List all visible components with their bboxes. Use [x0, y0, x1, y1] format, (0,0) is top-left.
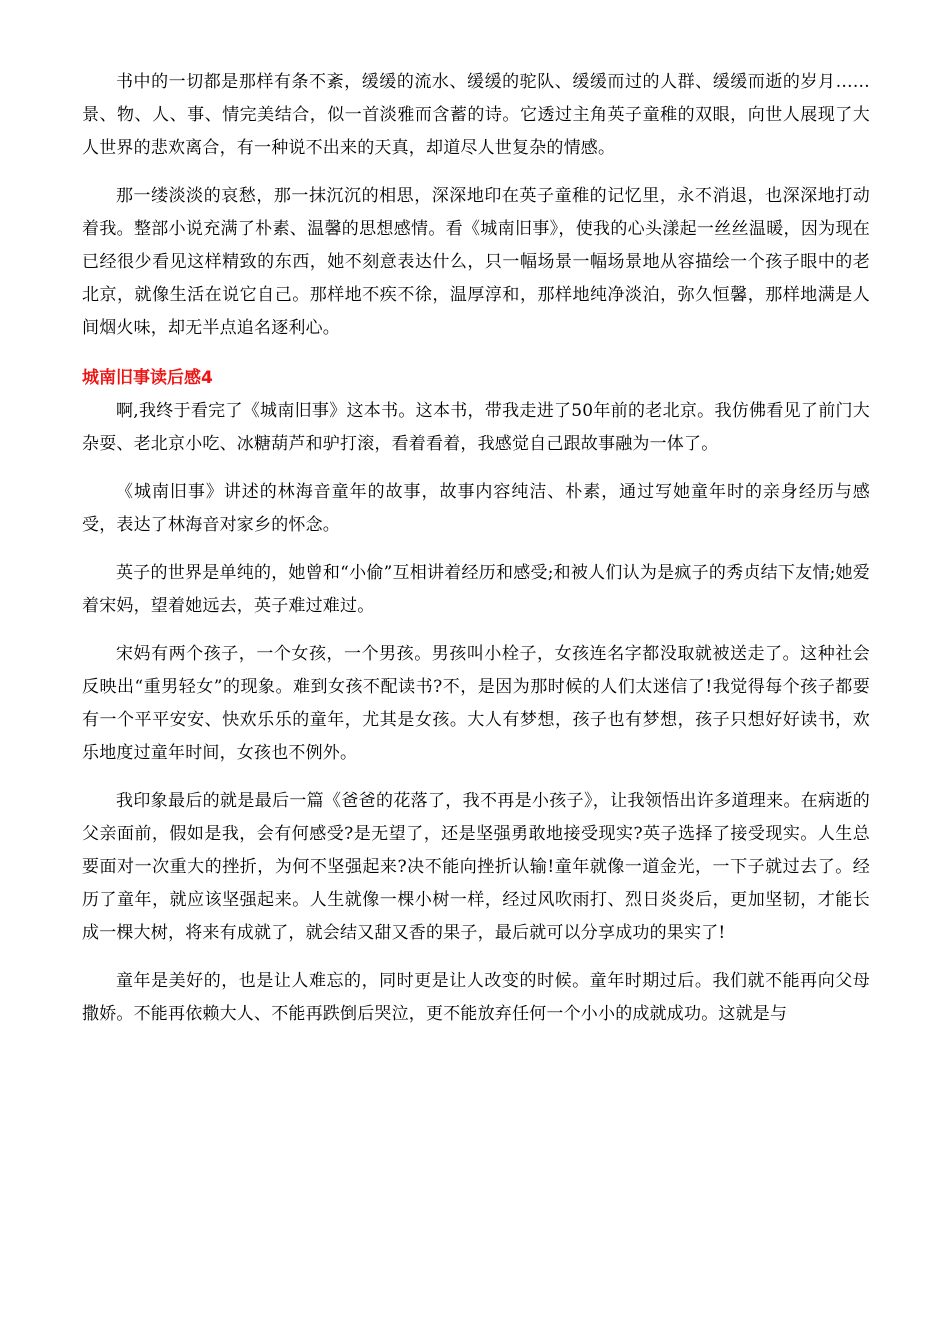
- body-paragraph: 书中的一切都是那样有条不紊，缓缓的流水、缓缓的驼队、缓缓而过的人群、缓缓而逝的岁月……景、物、人、事、情完美结合，似一首淡雅而含蓄的诗。它透过主角英子童稚的双眼，向世人展现了大人世界的悲欢离合，有一种说不出来的天真，却道尽人世复杂的情感。: [82, 72, 870, 158]
- body-paragraph: 英子的世界是单纯的，她曾和“小偷”互相讲着经历和感受;和被人们认为是疯子的秀贞结下友情;她爱着宋妈，望着她远去，英子难过难过。: [82, 563, 870, 616]
- document-page: [82, 66, 870, 1031]
- section-heading: 城南旧事读后感4: [82, 368, 213, 388]
- body-paragraph: 宋妈有两个孩子，一个女孩，一个男孩。男孩叫小栓子，女孩连名字都没取就被送走了。这种社会反映出“重男轻女”的现象。难到女孩不配读书?不，是因为那时候的人们太迷信了!我觉得每个孩子都要有一个平平安安、快欢乐乐的童年，尤其是女孩。大人有梦想，孩子也有梦想，孩子只想好好读书，欢乐地度过童年时间，女孩也不例外。: [82, 644, 870, 763]
- body-paragraph: 《城南旧事》讲述的林海音童年的故事，故事内容纯洁、朴素，通过写她童年时的亲身经历与感受，表达了林海音对家乡的怀念。: [82, 482, 870, 535]
- body-paragraph: 啊,我终于看完了《城南旧事》这本书。这本书，带我走进了50年前的老北京。我仿佛看见了前门大杂耍、老北京小吃、冰糖葫芦和驴打滚，看着看着，我感觉自己跟故事融为一体了。: [82, 401, 870, 454]
- body-paragraph: 我印象最后的就是最后一篇《爸爸的花落了，我不再是小孩子》，让我领悟出许多道理来。在病逝的父亲面前，假如是我，会有何感受?是无望了，还是坚强勇敢地接受现实?英子选择了接受现实。人生总要面对一次重大的挫折，为何不坚强起来?决不能向挫折认输!童年就像一道金光，一下子就过去了。经历了童年，就应该坚强起来。人生就像一棵小树一样，经过风吹雨打、烈日炎炎后，更加坚韧，才能长成一棵大树，将来有成就了，就会结又甜又香的果子，最后就可以分享成功的果实了!: [82, 791, 870, 943]
- body-paragraph: 那一缕淡淡的哀愁，那一抹沉沉的相思，深深地印在英子童稚的记忆里，永不消退，也深深地打动着我。整部小说充满了朴素、温馨的思想感情。看《城南旧事》，使我的心头漾起一丝丝温暖，因为现在已经很少看见这样精致的东西，她不刻意表达什么，只一幅场景一幅场景地从容描绘一个孩子眼中的老北京，就像生活在说它自己。那样地不疾不徐，温厚淳和，那样地纯净淡泊，弥久恒馨，那样地满是人间烟火味，却无半点追名逐利心。: [82, 186, 870, 338]
- body-paragraph: 童年是美好的，也是让人难忘的，同时更是让人改变的时候。童年时期过后。我们就不能再向父母撒娇。不能再依赖大人、不能再跌倒后哭泣，更不能放弃任何一个小小的成就成功。这就是与: [82, 971, 870, 1024]
